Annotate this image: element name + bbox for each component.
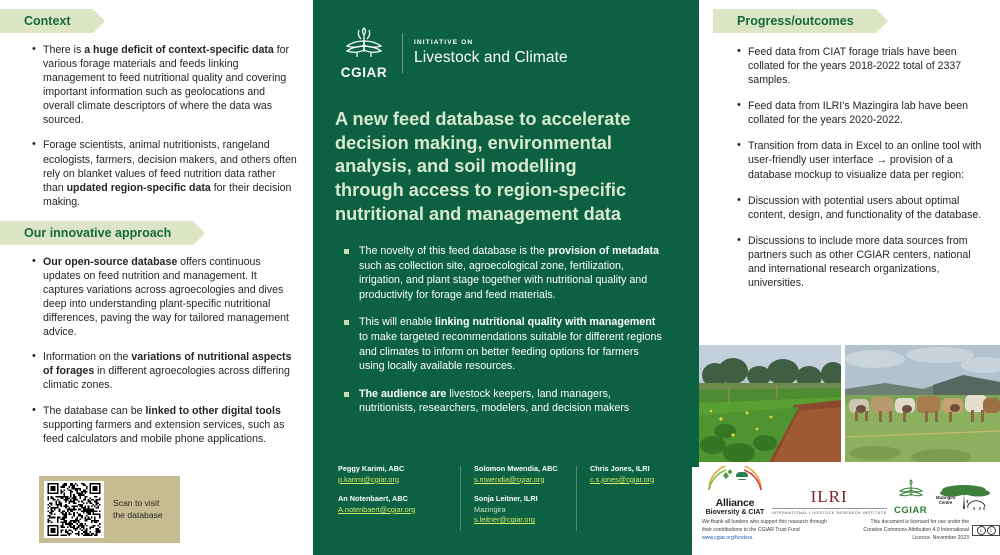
list-item: This will enable linking nutritional quality with management to make targeted recommendations suitable for different regions and climates to inform on better feeding options for farmers using locally available resources. xyxy=(343,315,664,373)
cc-circle-icon: c xyxy=(977,526,986,535)
right-accent-stripe xyxy=(692,0,699,467)
cgiar-logo xyxy=(335,25,393,80)
contact-email[interactable]: s.mwendia@cgiar.org xyxy=(474,474,545,484)
context-tab-wrap xyxy=(0,9,313,33)
contacts-block xyxy=(338,464,673,535)
funders-text: We thank all funders who support this research through their contributions to the CGIAR Trust Fund xyxy=(702,519,827,533)
contact-email[interactable]: c.s.jones@cgiar.org xyxy=(590,474,655,484)
progress-tab-wrap xyxy=(713,9,1000,33)
contact-name: Solomon Mwendia, ABC xyxy=(474,464,558,474)
cc-by-icon xyxy=(972,525,1000,536)
list-item: • Discussion with potential users about optimal content, design, and functionality of the database. xyxy=(737,194,986,222)
cgiar-footer-logo xyxy=(894,478,927,516)
initiative-lockup-text xyxy=(414,39,568,67)
qr-code-icon[interactable] xyxy=(44,481,104,538)
contact-column xyxy=(460,464,576,535)
mazingira-centre-logo xyxy=(934,483,996,516)
licence-text: This document is licensed for use under the Creative Commons Attribution 4.0 International Licence. November 2023 xyxy=(863,519,969,541)
funders-note xyxy=(702,519,834,543)
contact-name: An Notenbaert, ABC xyxy=(338,494,408,504)
contact-name: Sonja Leitner, ILRI xyxy=(474,494,538,504)
alliance-logo-line1: Alliance xyxy=(715,497,755,509)
cgiar-initiative-lockup xyxy=(335,0,670,80)
list-item: • Transition from data in Excel to an online tool with user-friendly user interface → provision of a database mockup to visualize data per region: xyxy=(737,139,986,181)
forage-field-photo xyxy=(699,345,841,462)
cgiar-wheat-icon xyxy=(341,25,387,63)
approach-tab-wrap xyxy=(0,221,313,245)
contact-column xyxy=(576,464,673,535)
list-item: • Feed data from CIAT forage trials have been collated for the years 2018-2022 total of 2337 samples. xyxy=(737,45,986,87)
list-item: The novelty of this feed database is the provision of metadata such as collection site, agroecological zone, fertilization, irrigation, and plant stage together with nutritional quality and productivity for forage and feed materials. xyxy=(343,244,664,302)
left-column xyxy=(0,0,313,555)
section-header-progress: Progress/outcomes xyxy=(713,9,876,33)
contact-name: Peggy Karimi, ABC xyxy=(338,464,405,474)
by-circle-icon: i xyxy=(987,526,996,535)
list-item: • Discussions to include more data sources from partners such as other CGIAR centers, national and international research organizations, universities. xyxy=(737,234,986,290)
licence-block xyxy=(861,519,1000,543)
contact-email[interactable]: A.notenbaert@cgiar.org xyxy=(338,504,416,514)
poster-title: A new feed database to accelerate decision making, environmental analysis, and soil modelling through access to region-specific nutritional and management data xyxy=(335,109,631,224)
alliance-arc-icon xyxy=(706,466,764,492)
alliance-logo-line2: Bioversity & CIAT xyxy=(705,509,765,516)
approach-bullet-list xyxy=(0,255,313,446)
contact-email[interactable]: s.leitner@cgiar.org xyxy=(474,515,535,525)
contact-person xyxy=(590,464,663,485)
list-item: • Our open-source database offers continuous updates on feed nutrition and management. It captures variations across agroecologies and dives deep into understanding plant-specific nutritional differences, paving the way for tailored management advice. xyxy=(32,255,297,339)
contact-person xyxy=(338,494,450,515)
cattle-grazing-photo xyxy=(845,345,1000,462)
ilri-logo-line1: ILRI xyxy=(810,486,848,506)
list-item: • The database can be linked to other digital tools supporting farmers and extension services, such as feed calculators and mobile phone applications. xyxy=(32,404,297,446)
ilri-logo xyxy=(772,487,887,516)
initiative-name: Livestock and Climate xyxy=(414,48,568,66)
cgiar-footer-line1: CGIAR xyxy=(893,505,928,516)
center-column xyxy=(313,0,692,555)
list-item: • Information on the variations of nutritional aspects of forages in different agroecologies across differing climatic zones. xyxy=(32,350,297,392)
contact-person xyxy=(474,494,566,526)
section-header-context: Context xyxy=(0,9,93,33)
context-bullet-list xyxy=(0,43,313,209)
list-item: • Forage scientists, animal nutritionists, rangeland ecologists, farmers, decision makers, and others often rely on blanket values of feed nutrition data rather than updated region-specific data for their decision making. xyxy=(32,138,297,208)
qr-panel[interactable] xyxy=(39,476,180,543)
logo-divider xyxy=(402,33,403,73)
photo-strip xyxy=(699,345,1000,462)
svg-text:Centre: Centre xyxy=(939,500,953,505)
footer-text-row xyxy=(702,519,1000,543)
cgiar-wheat-icon xyxy=(897,478,925,500)
list-item: • Feed data from ILRI’s Mazingira lab have been collated for the years 2020-2022. xyxy=(737,99,986,127)
section-header-approach: Our innovative approach xyxy=(0,221,193,245)
contact-email[interactable]: p.karimi@cgiar.org xyxy=(338,474,399,484)
partner-logos xyxy=(702,474,1000,516)
contact-person xyxy=(338,464,450,485)
center-bullet-list xyxy=(335,244,670,415)
funders-link[interactable]: www.cgiar.org/funders. xyxy=(702,534,754,541)
list-item: • There is a huge deficit of context-specific data for various forage materials and feeds linking management to feed nutritional quality and covering important information such as geolocations and overall climate descriptors of where the data was sourced. xyxy=(32,43,297,127)
alliance-bioversity-ciat-logo xyxy=(706,466,765,516)
contact-role: Mazingira xyxy=(474,504,506,514)
contact-person xyxy=(474,464,566,485)
acacia-tree-cow-icon xyxy=(934,483,996,511)
cgiar-wordmark: CGIAR xyxy=(340,65,388,80)
initiative-eyebrow: INITIATIVE ON xyxy=(414,38,474,46)
ilri-logo-line2: INTERNATIONAL LIVESTOCK RESEARCH INSTITUTE xyxy=(772,508,887,516)
list-item: The audience are livestock keepers, land managers, nutritionists, researchers, modelers, and decision makers xyxy=(343,387,664,416)
progress-bullet-list xyxy=(692,45,1000,290)
qr-caption: Scan to visit the database xyxy=(113,498,163,520)
contact-column xyxy=(338,464,460,535)
right-column xyxy=(692,0,1000,555)
svg-text:Mazingira: Mazingira xyxy=(936,495,956,500)
contact-name: Chris Jones, ILRI xyxy=(590,464,650,474)
